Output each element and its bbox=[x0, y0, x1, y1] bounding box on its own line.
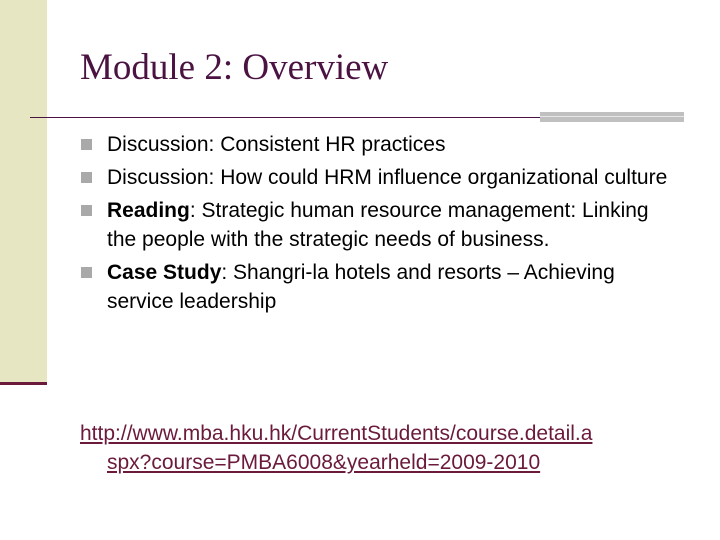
bullet-item-case-study bbox=[80, 258, 680, 316]
bullet-text: : Shangri-la hotels and resorts – Achieving service leadership bbox=[107, 261, 615, 313]
bullet-text: Discussion: Consistent HR practices bbox=[107, 133, 446, 156]
course-url-link-line1[interactable]: http://www.mba.hku.hk/CurrentStudents/course.detail.a bbox=[80, 422, 593, 445]
title-divider-accent bbox=[540, 112, 684, 122]
square-bullet-icon bbox=[81, 205, 92, 216]
bullet-item-consistent-hr bbox=[80, 130, 680, 159]
bullet-lead: Case Study bbox=[107, 261, 222, 284]
bullet-text: : Strategic human resource management: Linking the people with the strategic needs of business. bbox=[107, 199, 649, 251]
square-bullet-icon bbox=[81, 172, 92, 183]
left-band-underline bbox=[0, 382, 47, 385]
slide-title: Module 2: Overview bbox=[80, 47, 389, 88]
bullet-list bbox=[80, 130, 680, 320]
bullet-text: Discussion: How could HRM influence organizational culture bbox=[107, 166, 668, 189]
square-bullet-icon bbox=[81, 267, 92, 278]
left-decorative-band bbox=[0, 0, 47, 383]
bullet-item-reading bbox=[80, 196, 680, 254]
bullet-lead: Reading bbox=[107, 199, 190, 222]
bullet-item-hrm-culture bbox=[80, 163, 680, 192]
title-divider bbox=[30, 117, 540, 118]
square-bullet-icon bbox=[81, 139, 92, 150]
course-url-link-line2[interactable]: spx?course=PMBA6008&yearheld=2009-2010 bbox=[107, 451, 541, 474]
course-link-paragraph bbox=[80, 419, 680, 477]
